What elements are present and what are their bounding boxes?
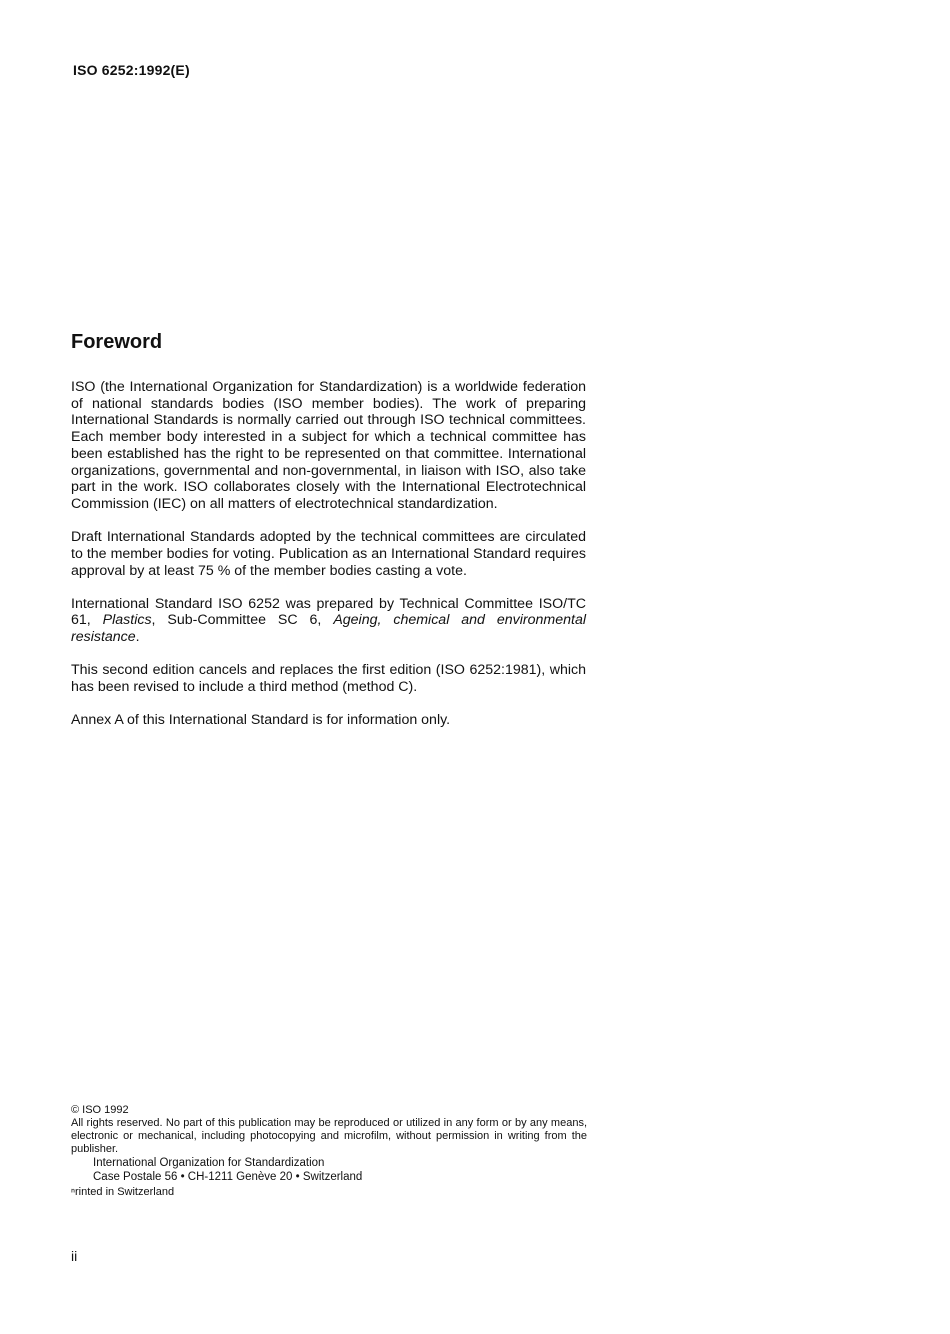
foreword-paragraph-4: This second edition cancels and replaces the first edition (ISO 6252:1981), which has been revised to include a third method (method C).	[71, 662, 586, 696]
copyright-line: © ISO 1992	[71, 1104, 129, 1116]
paragraph-3-plastics: Plastics	[102, 612, 152, 629]
rights-statement: All rights reserved. No part of this publication may be reproduced or utilized in any form or by any means, electronic or mechanical, including photocopying and microfilm, without permission in writing from the publisher.	[71, 1117, 587, 1155]
paragraph-3-part-2: , Sub-Committee SC 6,	[151, 612, 334, 629]
foreword-paragraph-3	[71, 596, 586, 646]
foreword-body	[71, 379, 586, 729]
copyright-block	[71, 1104, 587, 1199]
foreword-paragraph-2: Draft International Standards adopted by the technical committees are circulated to the member bodies for voting. Publication as an International Standard requires approval by at least 75 % of the member bodies casting a vote.	[71, 529, 586, 579]
paragraph-3-end: .	[135, 629, 140, 646]
foreword-paragraph-1: ISO (the International Organization for Standardization) is a worldwide federation of national standards bodies (ISO member bodies). The work of preparing International Standards is normally carried out through ISO technical committees. Each member body interested in a subject for which a technical committee has been established has the right to be represented on that committee. International organizations, governmental and non-governmental, in liaison with ISO, also take part in the work. ISO collaborates closely with the International Electrotechnical Commission (IEC) on all matters of electrotechnical standardization.	[71, 379, 586, 512]
foreword-paragraph-5: Annex A of this International Standard is for information only.	[71, 712, 451, 729]
paragraph-3-subcommittee-title: Ageing, chemical and environmental resistance	[71, 612, 586, 646]
organization-name: International Organization for Standardization	[93, 1157, 325, 1169]
document-header-id: ISO 6252:1992(E)	[73, 62, 190, 78]
paragraph-3-part-1: International Standard ISO 6252 was prepared by Technical Committee ISO/TC 61,	[71, 595, 586, 629]
page-number: ii	[71, 1248, 78, 1264]
printed-in: ⁿrinted in Switzerland	[71, 1186, 175, 1198]
foreword-heading: Foreword	[71, 331, 163, 353]
organization-address: Case Postale 56 • CH-1211 Genève 20 • Switzerland	[93, 1171, 363, 1183]
